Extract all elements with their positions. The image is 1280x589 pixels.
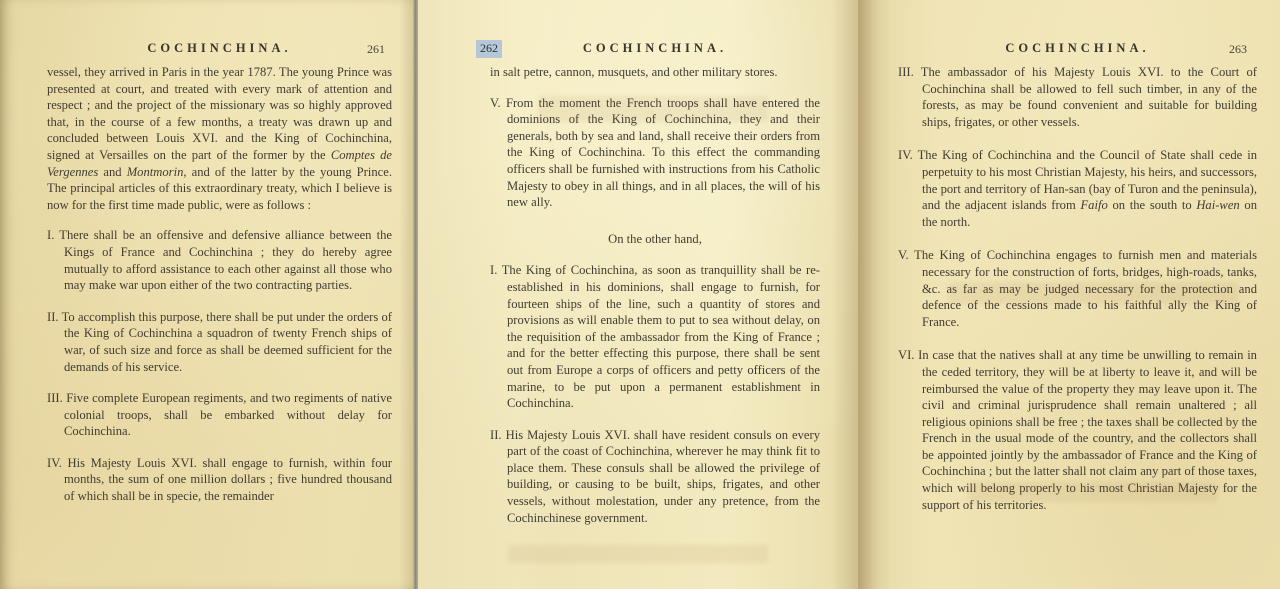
article-numeral: V. [490, 95, 501, 110]
page-number-263: 263 [1229, 42, 1247, 56]
article-numeral: II. [47, 309, 59, 324]
page-number-262-highlight: 262 [476, 40, 502, 58]
continuation-paragraph [490, 64, 820, 81]
article-text [490, 95, 820, 211]
counterpart-article-6 [898, 347, 1257, 513]
running-header-263 [898, 40, 1257, 57]
intro-segment: , and of the latter by the young Prince. The principal articles of this extraordinary treaty, which I believe is now for the first time made public, were as follows : [47, 164, 392, 212]
intro-segment: and [98, 164, 127, 179]
article-segment: There shall be an offensive and defensive alliance between the Kings of France and Cochinchina ; they do hereby agree mutually to afford assistance to each other against all those who may make war upon either of the two contracting parties. [59, 228, 393, 293]
section-subheading: On the other hand, [608, 231, 702, 246]
intro-segment: vessel, they arrived in Paris in the year 1787. The young Prince was presented at court, and treated with every mark of attention and respect ; and the project of the missionary was so highly approved that, in the course of a few months, a treaty was drawn up and concluded between Louis XVI. and the King of Cochinchina, signed at Versailles on the part of the former by the [47, 65, 392, 162]
intro-paragraph [47, 64, 392, 213]
article-text [490, 262, 820, 411]
article-text [898, 147, 1257, 230]
article-segment: His Majesty Louis XVI. shall have resident consuls on every part of the coast of Cochinchina, wherever he may think fit to place them. These consuls shall be allowed the privilege of building, or causing to be built, ships, frigates, and other vessels, without molestation, under any pretence, from the Cochinchinese government. [505, 427, 820, 525]
article-numeral: III. [47, 391, 63, 406]
article-text [47, 390, 392, 440]
article-segment: His Majesty Louis XVI. shall engage to furnish, within four months, the sum of one million dollars ; five hundred thousand of which shall be in specie, the remainder [64, 455, 392, 504]
article-numeral: II. [490, 427, 502, 442]
article-numeral: I. [47, 228, 55, 243]
article-numeral: V. [898, 248, 909, 263]
intro-segment-italic: Comptes de Vergennes [47, 147, 392, 179]
article-segment: on the north. [922, 198, 1257, 229]
book-page-263 [858, 0, 1280, 589]
article-numeral: VI. [898, 348, 915, 363]
treaty-article-5 [490, 95, 820, 211]
article-text [47, 227, 392, 293]
bleed-through-ghost [508, 545, 768, 563]
article-segment: Five complete European regiments, and two regiments of native colonial troops, shall be embarked without delay for Cochinchina. [64, 391, 393, 439]
article-numeral: I. [490, 263, 498, 278]
running-title: COCHINCHINA. [582, 41, 728, 55]
counterpart-article-2 [490, 427, 820, 527]
article-segment: To accomplish this purpose, there shall be put under the orders of the King of Cochinchina a squadron of twenty French ships of war, of such size and force as shall be deemed sufficient for the demands of his service. [61, 309, 392, 374]
article-segment-italic: Faifo [1080, 198, 1108, 213]
article-segment: The King of Cochinchina, as soon as tranquillity shall be re-established in his dominions, shall engage to furnish, for fourteen ships of the line, such a quantity of stores and provisions as will enable them to put to sea without delay, on the requisition of the ambassador from the King of France ; and for the better effecting this purpose, there shall be sent out from Europe a corps of officers and petty officers of the marine, to be put upon a permanent establishment in Cochinchina. [501, 263, 820, 411]
article-segment: The King of Cochinchina engages to furnish men and materials necessary for the construction of forts, bridges, high-roads, tanks, &c. as far as may be judged necessary for the protection and defence of the cessions made to his faithful ally the King of France. [914, 248, 1258, 329]
counterpart-article-3 [898, 64, 1257, 130]
article-segment: on the south to [1107, 198, 1197, 213]
article-segment-italic: Hai-wen [1196, 198, 1240, 213]
treaty-article-3 [47, 390, 392, 440]
article-text [898, 347, 1257, 513]
article-segment: The ambassador of his Majesty Louis XVI. to the Court of Cochinchina shall be allowed to fell such timber, in any of the forests, as may be found convenient and suitable for building ships, frigates, or other vessels. [920, 65, 1257, 129]
intro-segment-italic: Montmorin [126, 164, 184, 179]
treaty-article-2 [47, 309, 392, 375]
book-page-262 [418, 0, 858, 589]
treaty-article-4 [47, 455, 392, 505]
article-text [898, 247, 1257, 330]
counterpart-article-5 [898, 247, 1257, 330]
running-title: COCHINCHINA. [1005, 41, 1150, 55]
article-numeral: III. [898, 65, 914, 79]
intro-segment: in salt petre, cannon, musquets, and other military stores. [490, 65, 778, 79]
article-segment: From the moment the French troops shall have entered the dominions of the King of Cochinchina, they and their generals, both by sea and land, shall receive their orders from the King of Cochinchina. To this effect the commanding officers shall be furnished with instructions from his Catholic Majesty to obey in all things, and in all places, the will of his new ally. [505, 95, 820, 210]
article-numeral: IV. [898, 148, 913, 163]
running-title: COCHINCHINA. [147, 41, 292, 55]
article-text [898, 64, 1257, 130]
counterpart-article-4 [898, 147, 1257, 230]
article-numeral: IV. [47, 455, 62, 470]
treaty-article-1 [47, 227, 392, 293]
running-header-262 [480, 40, 820, 57]
counterpart-article-1 [490, 262, 820, 411]
article-text [490, 427, 820, 527]
article-segment: In case that the natives shall at any time be unwilling to remain in the ceded territory, they will be at liberty to leave it, and will be reimbursed the value of the property they may leave upon it. The civil and criminal jurisprudence shall remain unaltered ; all religious opinions shall be free ; the taxes shall be collected by the French in the usual mode of the country, and the collectors shall be appointed jointly by the ambassador of France and the King of Cochinchina ; but the latter shall not claim any part of those taxes, which will belong properly to his most Christian Majesty for the support of his territories. [918, 348, 1257, 512]
article-text [47, 455, 392, 505]
book-page-261 [0, 0, 413, 589]
running-header-261 [47, 40, 392, 57]
article-text [47, 309, 392, 375]
article-segment: The King of Cochinchina and the Council of State shall cede in perpetuity to his most Christian Majesty, his heirs, and successors, the port and territory of Han-san (bay of Turon and the peninsula), and the adjacent islands from [917, 148, 1257, 213]
page-number-261: 261 [367, 42, 385, 56]
